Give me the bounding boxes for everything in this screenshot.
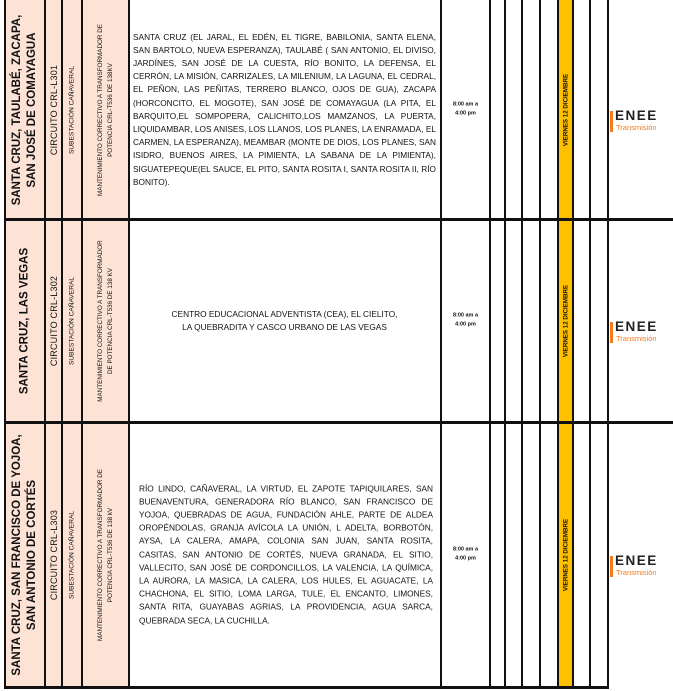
time-start: 8:00 am a — [452, 312, 479, 318]
time-end: 4:00 pm — [455, 555, 476, 562]
zone-line-1: SANTA CRUZ, SAN FRANCISCO DE YOJOA, — [11, 433, 23, 676]
affected-areas-line-2: LA QUEBRADITA Y CASCO URBANO DE LAS VEGAS — [182, 321, 387, 332]
empty-cell — [505, 0, 522, 219]
time-start: 8:00 am a — [452, 546, 479, 552]
date-label: VIERNES 12 DICIEMBRE — [562, 284, 569, 357]
zone-line-1: SANTA CRUZ, TAULABÉ, ZACAPA, — [11, 14, 23, 205]
date-cell — [558, 422, 573, 687]
substation-cell — [62, 0, 82, 219]
empty-cell — [540, 219, 558, 422]
time-cell — [441, 0, 490, 219]
grid-line — [557, 0, 559, 689]
circuit-cell — [45, 0, 62, 219]
grid-line — [489, 0, 491, 689]
circuit-label: CIRCUITO CRL-L302 — [48, 275, 59, 366]
logo-sub-text: Transmisión — [616, 567, 657, 577]
zone-label — [10, 14, 40, 205]
logo-main-text: ENEE — [615, 552, 658, 568]
logo-mark-icon — [610, 556, 613, 577]
grid-line — [440, 0, 442, 689]
grid-line — [539, 0, 541, 689]
maintenance-cell — [82, 219, 129, 422]
substation-label: SUBESTACIÓN CAÑAVERAL — [68, 65, 76, 154]
logo-main-text: ENEE — [615, 318, 658, 334]
logo-cell — [608, 422, 673, 687]
logo-cell — [608, 0, 673, 219]
affected-areas-text: SANTA CRUZ (EL JARAL, EL EDÉN, EL TIGRE, BABILONIA, SANTA ELENA, SAN BARTOLO, NUEVA ESPERANZA), TAULABÉ ( SAN ANTONIO, EL DIVISO, JARDÍNES, SAN JOSÉ DE LA CUESTA, RÍO BONITO, LA DEFENSA, EL CERRÓN, LA MISIÓN, CARRIZALES, LA MILENIUM, LA LAGUNA, EL CEDRAL, EL PEÑON, LAS PEÑITAS, TERRERO BLANCO, OJOS DE GUA), ZACAPA (HORCONCITO, EL MOGOTE), SAN JOSÉ DE COMAYAGUA (LA PITA, EL BARQUITO,EL SOMPOPERA, CALICHITO,LOS MAMZANOS, LA PUERTA, LIQUIDAMBAR, LOS ANISES, LOS LLANOS, LOS PLANES, LA ENRAMADA, EL CARMEN, LA ESPERANZA), MEAMBAR (MONTE DE DIOS, LOS PLANES, SAN ISIDRO, BUENOS AIRES, LA PIMIENTA, LA SABANA DE LA PIMIENTA), SIGUATEPEQUE(EL SAUCE, EL PITO, SANTA ROSITA I, SANTA ROSITA II, RÍO BONITO). — [133, 31, 436, 187]
grid-line — [521, 0, 523, 689]
empty-cell — [540, 0, 558, 219]
maintenance-cell — [82, 0, 129, 219]
affected-areas-line-1: CENTRO EDUCACIONAL ADVENTISTA (CEA), EL CIELITO, — [171, 308, 398, 319]
circuit-cell — [45, 422, 62, 687]
empty-cell — [522, 422, 540, 687]
grid-line — [44, 0, 46, 689]
grid-line — [572, 0, 574, 689]
empty-cell — [505, 422, 522, 687]
time-range — [441, 100, 490, 119]
empty-cell — [573, 0, 590, 219]
date-label: VIERNES 12 DICIEMBRE — [562, 73, 569, 146]
logo-main-text: ENEE — [615, 107, 658, 123]
grid-line — [4, 0, 6, 689]
empty-cell — [573, 219, 590, 422]
zone-label — [18, 247, 33, 393]
substation-cell — [62, 422, 82, 687]
grid-line — [61, 0, 63, 689]
grid-line — [5, 218, 673, 221]
maintenance-label — [96, 469, 116, 641]
empty-cell — [590, 422, 608, 687]
date-label: VIERNES 12 DICIEMBRE — [562, 518, 569, 591]
logo-mark-icon — [610, 111, 613, 132]
empty-cell — [490, 422, 505, 687]
empty-cell — [522, 0, 540, 219]
maintenance-cell — [82, 422, 129, 687]
circuit-cell — [45, 219, 62, 422]
grid-line — [5, 686, 609, 689]
circuit-label: CIRCUITO CRL-L301 — [48, 64, 59, 155]
grid-line — [5, 421, 673, 424]
time-cell — [441, 422, 490, 687]
empty-cell — [590, 219, 608, 422]
empty-cell — [490, 0, 505, 219]
date-cell — [558, 219, 573, 422]
affected-areas-cell — [129, 422, 441, 687]
time-start: 8:00 am a — [452, 101, 479, 107]
maintenance-line-1: MANTENIMIENTO CORRECTIVO A TRANSFORMADOR — [96, 239, 104, 402]
grid-line — [81, 0, 83, 689]
substation-label: SUBESTACIÓN CAÑAVERAL — [68, 276, 76, 365]
maintenance-label — [96, 24, 116, 196]
substation-cell — [62, 219, 82, 422]
maintenance-line-2: POTENCIA CRL-T536 DE 138 kV — [106, 507, 114, 602]
empty-cell — [505, 219, 522, 422]
grid-line — [128, 0, 130, 689]
date-cell — [558, 0, 573, 219]
empty-cell — [590, 0, 608, 219]
maintenance-line-2: DE POTENCIA CRL-T536 DE 138 KV — [106, 267, 114, 374]
affected-areas-cell — [129, 0, 441, 219]
grid-line — [504, 0, 506, 689]
circuit-label: CIRCUITO CRL-L303 — [48, 509, 59, 600]
empty-cell — [573, 422, 590, 687]
zone-line-1: SANTA CRUZ, LAS VEGAS — [18, 247, 31, 394]
affected-areas-text: RÍO LINDO, CAÑAVERAL, LA VIRTUD, EL ZAPOTE TAPIQUILARES, SAN BUENAVENTURA, GENERADORA RÍO BLANCO, SAN FRANCISCO DE YOJOA, QUEBRADAS DE AGUA, FUNDACIÓN AHLE, PARTE DE ALDEA OROPÉNDOLAS, GRANJA AVÍCOLA LA UNIÓN, L ADELTA, BORBOTÓN, AYSA, LA CALERA, AMAPA, COLONIA SAN JUAN, SANTA ROSITA, CASITAS, SAN ANTONIO DE CORTÉS, NUEVA GRANADA, EL SITIO, VALLECITO, SAN JOSÉ DE CORDONCILLOS, LA VALENCIA, LA QUÍMICA, LA AURORA, LA MASICA, LA CALERA, LOS HULES, EL AGUACATE, LA CHACHONA, EL SITIO, LOMA LARGA, TULE, EL ENCANTO, LIMONES, SANTA RITA, GUAYABAS AGRIAS, LA PROVIDENCIA, AGUA SARCA, QUEBRADA SECA, LA CUCHILLA. — [139, 482, 433, 625]
affected-areas-text — [133, 307, 436, 333]
zone-line-2: SAN JOSÉ DE COMAYAGUA — [26, 31, 38, 188]
maintenance-line-1: MANTENIMIENTO CORRECTIVO A TRANSFORMADOR DE — [96, 468, 104, 641]
substation-label: SUBESTACIÓN CAÑAVERAL — [68, 510, 76, 599]
logo-sub-text: Transmisión — [616, 122, 657, 132]
zone-label — [10, 434, 40, 675]
time-end: 4:00 pm — [455, 321, 476, 328]
empty-cell — [540, 422, 558, 687]
empty-cell — [490, 219, 505, 422]
time-range — [441, 311, 490, 330]
empty-cell — [522, 219, 540, 422]
maintenance-line-1: MANTENIMIENTO CORRECTIVO A TRANSFORMADOR DE — [96, 23, 104, 196]
grid-line — [589, 0, 591, 689]
zone-cell — [5, 0, 45, 219]
logo-mark-icon — [610, 322, 613, 343]
zone-line-2: SAN ANTONIO DE CORTÉS — [26, 479, 38, 630]
time-end: 4:00 pm — [455, 110, 476, 117]
grid-line — [607, 0, 609, 689]
maintenance-line-2: POTENCIA CRL-T536 DE 138KV — [106, 62, 114, 157]
affected-areas-cell — [129, 219, 441, 422]
zone-cell — [5, 219, 45, 422]
zone-cell — [5, 422, 45, 687]
time-cell — [441, 219, 490, 422]
maintenance-label — [96, 240, 116, 401]
time-range — [441, 545, 490, 564]
logo-sub-text: Transmisión — [616, 333, 657, 343]
logo-cell — [608, 219, 673, 422]
